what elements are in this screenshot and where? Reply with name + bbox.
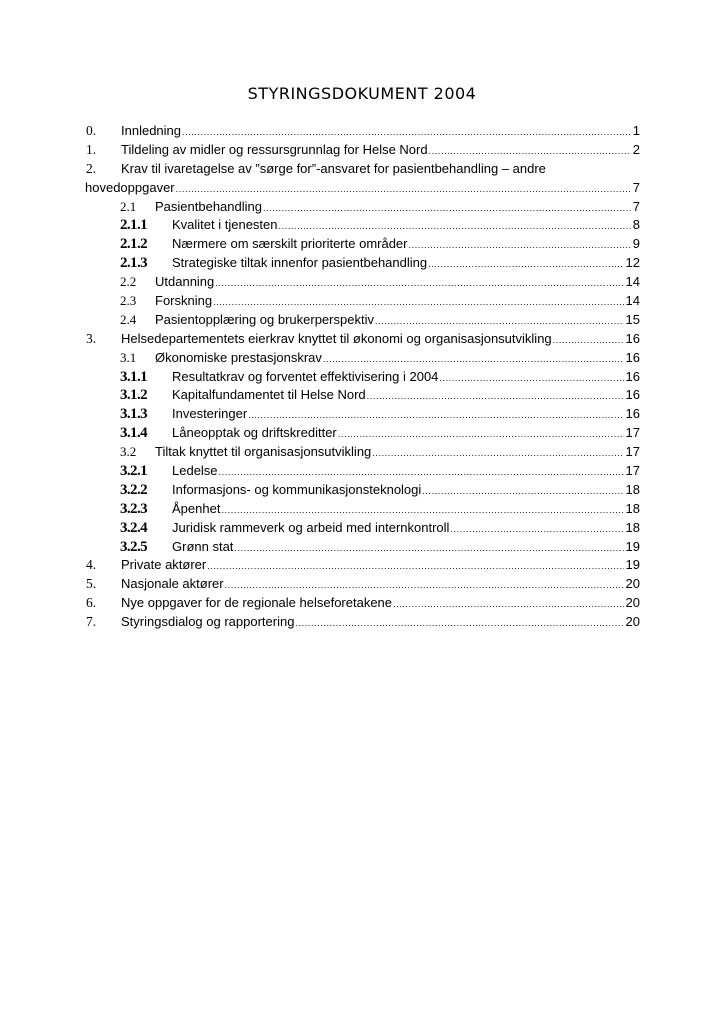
document-title: STYRINGSDOKUMENT 2004 <box>247 84 477 103</box>
toc-entry-0[interactable] <box>86 122 640 141</box>
toc-dot-leader <box>182 123 631 142</box>
toc-entry-page: 20 <box>625 595 640 611</box>
toc-entry-3-2-3[interactable] <box>86 500 640 519</box>
toc-entry-title: Nye oppgaver for de regionale helseforetakene <box>121 595 393 611</box>
toc-dot-leader <box>409 236 631 255</box>
toc-entry-title: Nærmere om særskilt prioriterte områder <box>172 236 408 252</box>
toc-entry-title: Styringsdialog og rapportering <box>121 614 295 630</box>
toc-entry-3-1-2[interactable] <box>86 386 640 405</box>
toc-entry-title: Kapitalfundamentet til Helse Nord <box>172 387 366 403</box>
toc-entry-page: 16 <box>625 368 640 384</box>
toc-entry-number: 3.1.4 <box>120 425 148 442</box>
toc-entry-3[interactable] <box>86 330 640 349</box>
toc-entry-title: Juridisk rammeverk og arbeid med internkontroll <box>172 519 450 535</box>
toc-dot-leader <box>553 331 624 350</box>
toc-entry-number: 3.1.2 <box>120 387 148 404</box>
toc-entry-page: 14 <box>625 274 640 290</box>
toc-entry-number: 6. <box>86 595 97 611</box>
toc-entry-page: 18 <box>625 481 640 497</box>
toc-entry-number: 3.1.3 <box>120 406 148 423</box>
toc-dot-leader <box>338 425 624 444</box>
toc-entry-title: Strategiske tiltak innenfor pasientbehandling <box>172 255 428 271</box>
toc-entry-page: 2 <box>632 141 640 157</box>
toc-entry-3-2-5[interactable] <box>86 538 640 557</box>
toc-entry-number: 7. <box>86 614 97 630</box>
toc-entry-page: 1 <box>632 123 640 138</box>
toc-dot-leader <box>263 199 631 218</box>
toc-entry-2-1-2[interactable] <box>86 235 640 254</box>
toc-entry-number: 3.2.1 <box>120 463 148 480</box>
toc-dot-leader <box>367 387 624 406</box>
toc-dot-leader <box>225 576 624 595</box>
toc-entry-title: Grønn stat <box>172 538 234 554</box>
toc-entry-7[interactable] <box>86 613 640 632</box>
toc-entry-2-1[interactable] <box>86 198 640 217</box>
toc-entry-3-1-3[interactable] <box>86 405 640 424</box>
toc-entry-title: Tiltak knyttet til organisasjonsutvikling <box>155 444 372 460</box>
toc-entry-title: Helsedepartementets eierkrav knyttet til økonomi og organisasjonsutvikling <box>121 330 552 346</box>
toc-entry-title: Tildeling av midler og ressursgrunnlag for Helse Nord <box>121 141 428 157</box>
toc-entry-number: 5. <box>86 576 97 592</box>
table-of-contents <box>86 122 640 632</box>
toc-entry-title: Pasientbehandling <box>155 198 262 214</box>
toc-dot-leader <box>422 482 623 501</box>
toc-entry-number: 1. <box>86 141 97 157</box>
toc-entry-page: 16 <box>625 349 640 365</box>
toc-entry-title: Nasjonale aktører <box>121 576 224 592</box>
toc-entry-title: Åpenhet <box>172 500 221 516</box>
toc-entry-2-continuation[interactable] <box>86 179 640 198</box>
toc-entry-2-4[interactable] <box>86 311 640 330</box>
toc-entry-page: 18 <box>625 500 640 516</box>
toc-entry-title: Resultatkrav og forventet effektivisering i 2004 <box>172 368 439 384</box>
toc-dot-leader <box>215 274 623 293</box>
toc-entry-3-2[interactable] <box>86 443 640 462</box>
toc-entry-number: 3.2.2 <box>120 481 148 498</box>
toc-entry-page: 16 <box>625 387 640 403</box>
toc-entry-number: 2.1.3 <box>120 255 148 272</box>
toc-entry-page: 17 <box>625 425 640 441</box>
toc-entry-title: Forskning <box>155 293 213 309</box>
toc-entry-2-1-3[interactable] <box>86 254 640 273</box>
toc-entry-page: 18 <box>625 519 640 535</box>
toc-entry-2-1-1[interactable] <box>86 216 640 235</box>
toc-entry-page: 7 <box>632 179 640 195</box>
toc-entry-3-2-2[interactable] <box>86 481 640 500</box>
toc-entry-page: 9 <box>632 236 640 252</box>
toc-entry-number: 3.2.4 <box>120 519 148 536</box>
toc-entry-title: Innledning <box>121 123 181 138</box>
toc-dot-leader <box>213 293 623 312</box>
toc-entry-6[interactable] <box>86 594 640 613</box>
toc-entry-number: 2.3 <box>120 293 137 309</box>
toc-entry-number: 3.1 <box>120 349 137 365</box>
toc-entry-number: 0. <box>86 123 97 138</box>
toc-entry-2-2[interactable] <box>86 273 640 292</box>
toc-entry-3-2-1[interactable] <box>86 462 640 481</box>
toc-entry-title: Pasientopplæring og brukerperspektiv <box>155 311 374 327</box>
toc-dot-leader <box>176 180 631 199</box>
toc-entry-title: hovedoppgaver <box>85 179 175 195</box>
toc-entry-number: 2. <box>86 160 97 176</box>
toc-entry-title: Private aktører <box>121 557 207 573</box>
toc-dot-leader <box>375 312 624 331</box>
toc-entry-number: 3.2.3 <box>120 500 148 517</box>
toc-entry-page: 17 <box>625 463 640 479</box>
toc-dot-leader <box>393 595 624 614</box>
toc-entry-3-1-4[interactable] <box>86 424 640 443</box>
toc-entry-title: Kvalitet i tjenesten <box>172 217 278 233</box>
toc-entry-number: 2.4 <box>120 311 137 327</box>
toc-entry-4[interactable] <box>86 556 640 575</box>
toc-dot-leader <box>450 520 623 539</box>
toc-entry-page: 14 <box>625 293 640 309</box>
toc-entry-page: 15 <box>625 311 640 327</box>
toc-dot-leader <box>323 350 624 369</box>
toc-dot-leader <box>279 217 631 236</box>
toc-entry-page: 12 <box>625 255 640 271</box>
toc-entry-title: Krav til ivaretagelse av ”sørge for”-ansvaret for pasientbehandling – andre <box>121 160 546 176</box>
toc-entry-number: 2.1 <box>120 198 137 214</box>
toc-entry-page: 16 <box>625 406 640 422</box>
toc-entry-number: 3. <box>86 330 97 346</box>
toc-dot-leader <box>207 557 623 576</box>
toc-entry-number: 4. <box>86 557 97 573</box>
toc-entry-number: 2.1.2 <box>120 236 148 253</box>
toc-entry-number: 2.1.1 <box>120 217 148 234</box>
toc-dot-leader <box>248 406 623 425</box>
toc-entry-1[interactable] <box>86 141 640 160</box>
toc-dot-leader <box>219 463 624 482</box>
toc-entry-3-1[interactable] <box>86 349 640 368</box>
toc-entry-title: Informasjons- og kommunikasjonsteknologi <box>172 481 422 497</box>
toc-entry-2[interactable] <box>86 160 640 179</box>
toc-entry-page: 17 <box>625 444 640 460</box>
toc-entry-title: Ledelse <box>172 463 218 479</box>
toc-entry-3-1-1[interactable] <box>86 368 640 387</box>
toc-entry-5[interactable] <box>86 575 640 594</box>
toc-entry-page: 16 <box>625 330 640 346</box>
toc-entry-number: 2.2 <box>120 274 137 290</box>
toc-dot-leader <box>234 539 623 558</box>
toc-entry-page: 19 <box>625 557 640 573</box>
toc-entry-2-3[interactable] <box>86 292 640 311</box>
toc-entry-page: 20 <box>625 576 640 592</box>
toc-entry-page: 8 <box>632 217 640 233</box>
toc-dot-leader <box>221 501 623 520</box>
toc-dot-leader <box>372 444 623 463</box>
toc-entry-page: 7 <box>632 198 640 214</box>
toc-entry-number: 3.2 <box>120 444 137 460</box>
toc-entry-title: Økonomiske prestasjonskrav <box>155 349 322 365</box>
toc-entry-3-2-4[interactable] <box>86 519 640 538</box>
toc-entry-page: 20 <box>625 614 640 630</box>
toc-entry-number: 3.2.5 <box>120 538 148 555</box>
toc-entry-number: 3.1.1 <box>120 368 148 385</box>
toc-dot-leader <box>295 614 623 633</box>
toc-entry-title: Låneopptak og driftskreditter <box>172 425 337 441</box>
toc-dot-leader <box>439 369 623 388</box>
toc-dot-leader <box>428 255 623 274</box>
toc-dot-leader <box>429 142 631 161</box>
toc-entry-title: Investeringer <box>172 406 248 422</box>
toc-entry-title: Utdanning <box>155 274 215 290</box>
toc-entry-page: 19 <box>625 538 640 554</box>
